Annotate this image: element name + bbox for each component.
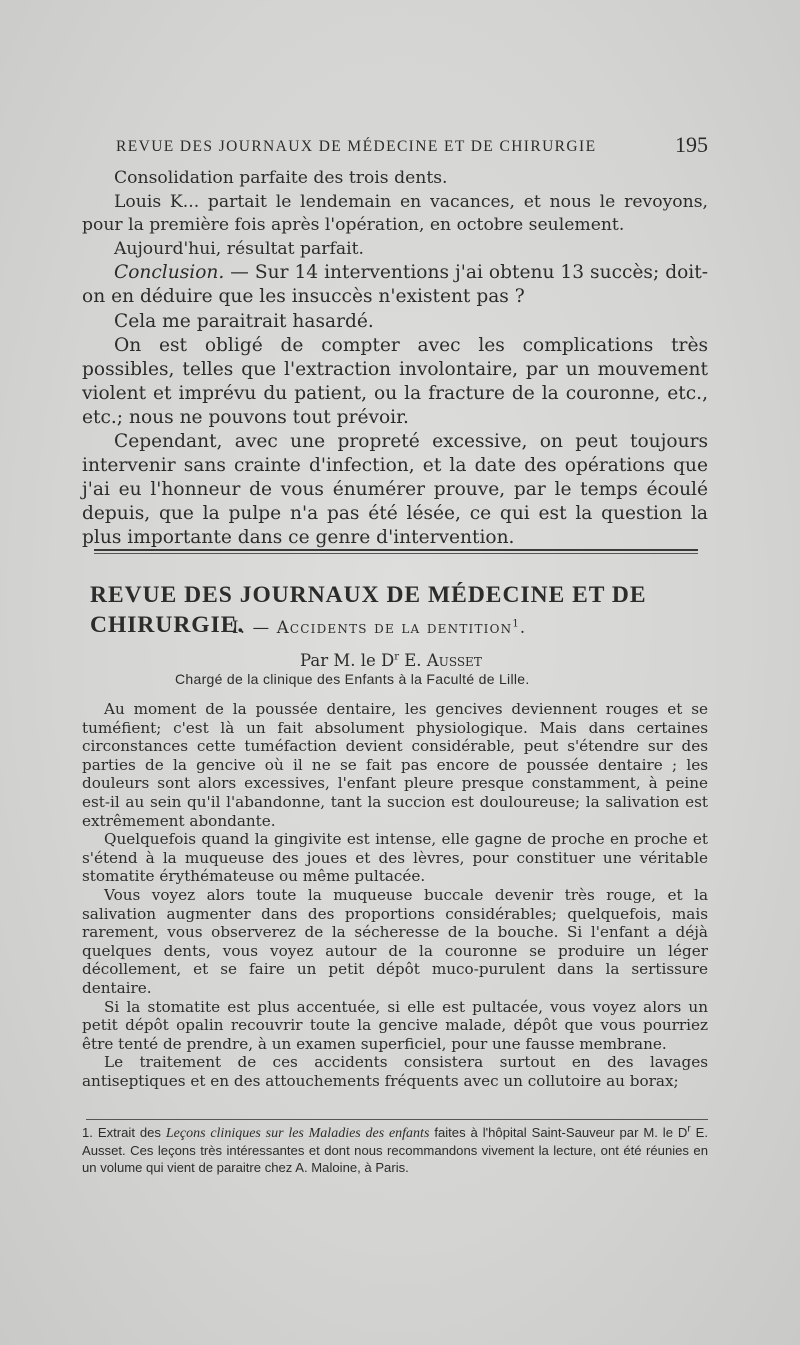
paragraph: Le traitement de ces accidents consistera surtout en des lavages antiseptiques et en des attouchements fréquents avec un collutoire au borax; <box>82 1053 708 1090</box>
article-title: I. — Accidents de la dentition$^1$. <box>232 618 527 637</box>
byline <box>300 651 700 670</box>
section-title: REVUE DES JOURNAUX DE MÉDECINE ET DE CHIRURGIE. <box>90 582 647 638</box>
paragraph: Si la stomatite est plus accentuée, si elle est pultacée, vous voyez alors un petit dépôt opalin recouvrir toute la gencive malade, dépôt que vous pourriez être tenté de prendre, à un examen superficiel, pour une fausse membrane. <box>82 997 708 1053</box>
footnote-marker: 1 <box>512 618 520 630</box>
paragraph: Consolidation parfaite des trois dents. <box>114 168 448 188</box>
running-head-title: REVUE DES JOURNAUX DE MÉDECINE ET DE CHIRURGIE <box>116 138 597 155</box>
paragraph: On est obligé de compter avec les complications très possibles, telles que l'extraction involontaire, par un mouvement violent et imprévu du patient, ou la fracture de la couronne, etc., etc.; nous ne pouvons tout prévoir. <box>82 334 708 428</box>
author-name: E. Ausset <box>399 651 482 670</box>
book-title: Leçons cliniques sur les Maladies des enfants <box>165 1126 430 1141</box>
article-title-text: Accidents de la dentition <box>276 618 513 637</box>
conclusion-label: Conclusion. <box>114 262 225 284</box>
intro-text <box>82 167 708 551</box>
section-divider-thin <box>94 553 698 554</box>
paragraph: Louis K... partait le lendemain en vacances, et nous le revoyons, pour la première fois après l'opération, en octobre seulement. <box>82 191 708 236</box>
running-head <box>82 132 708 160</box>
paragraph: Aujourd'hui, résultat parfait. <box>114 238 364 259</box>
article-number: I. — <box>232 618 277 637</box>
section-divider <box>94 549 698 551</box>
byline-prefix: Par M. le D <box>300 651 395 670</box>
paragraph: Cependant, avec une propreté excessive, on peut toujours intervenir sans crainte d'infection, et la date des opérations que j'ai eu l'honneur de vous énumérer prouve, par le temps écoulé depuis, que la pulpe n'a pas été lésée, ce qui est la question la plus importante dans ce genre d'intervention. <box>82 431 708 549</box>
conclusion-text: — Sur 14 interventions j'ai obtenu 13 succès; doit-on en déduire que les insuccès n'existent pas ? <box>82 262 708 308</box>
paragraph: Quelquefois quand la gingivite est intense, elle gagne de proche en proche et s'étend à la muqueuse des joues et des lèvres, pour constituer une véritable stomatite érythémateuse ou même pultacée. <box>82 830 708 886</box>
paragraph: Vous voyez alors toute la muqueuse buccale devenir très rouge, et la salivation augmenter dans des proportions considérables; quelquefois, mais rarement, vous observerez de la sécheresse de la bouche. Si l'enfant a déjà quelques dents, vous voyez autour de la couronne se produire un léger décollement, et se faire un petit dépôt muco-purulent dans la sertissure dentaire. <box>82 885 708 997</box>
byline-sup: r <box>394 651 400 663</box>
author-affiliation: Chargé de la clinique des Enfants à la Faculté de Lille. <box>175 671 530 687</box>
conclusion-paragraph <box>82 261 708 309</box>
footnote-text: 1. Extrait des Leçons cliniques sur les Maladies des enfants faites à l'hôpital Saint-Sauveur par M. le D$^r$ E. Ausset. Ces leçons très intéressantes et dont nous recommandons vivement la lecture, ont été réunies en un volume qui vient de paraitre chez A. Maloine, à Paris. <box>82 1123 709 1176</box>
footnote-divider <box>86 1119 708 1120</box>
paragraph: Cela me paraitrait hasardé. <box>114 310 374 332</box>
article-body <box>82 700 708 1090</box>
page-number: 195 <box>675 132 708 157</box>
paragraph: Au moment de la poussée dentaire, les gencives deviennent rouges et se tuméfient; c'est là un fait absolument physiologique. Mais dans certaines circonstances cette tuméfaction devient considérable, peut s'étendre sur des parties de la gencive où il ne se fait pas encore de poussée dentaire ; les douleurs sont alors excessives, l'enfant pleure presque constamment, à peine est-il au sein qu'il l'abandonne, tant la succion est douloureuse; la salivation est extrêmement abondante. <box>82 700 708 830</box>
footnote <box>82 1124 708 1176</box>
